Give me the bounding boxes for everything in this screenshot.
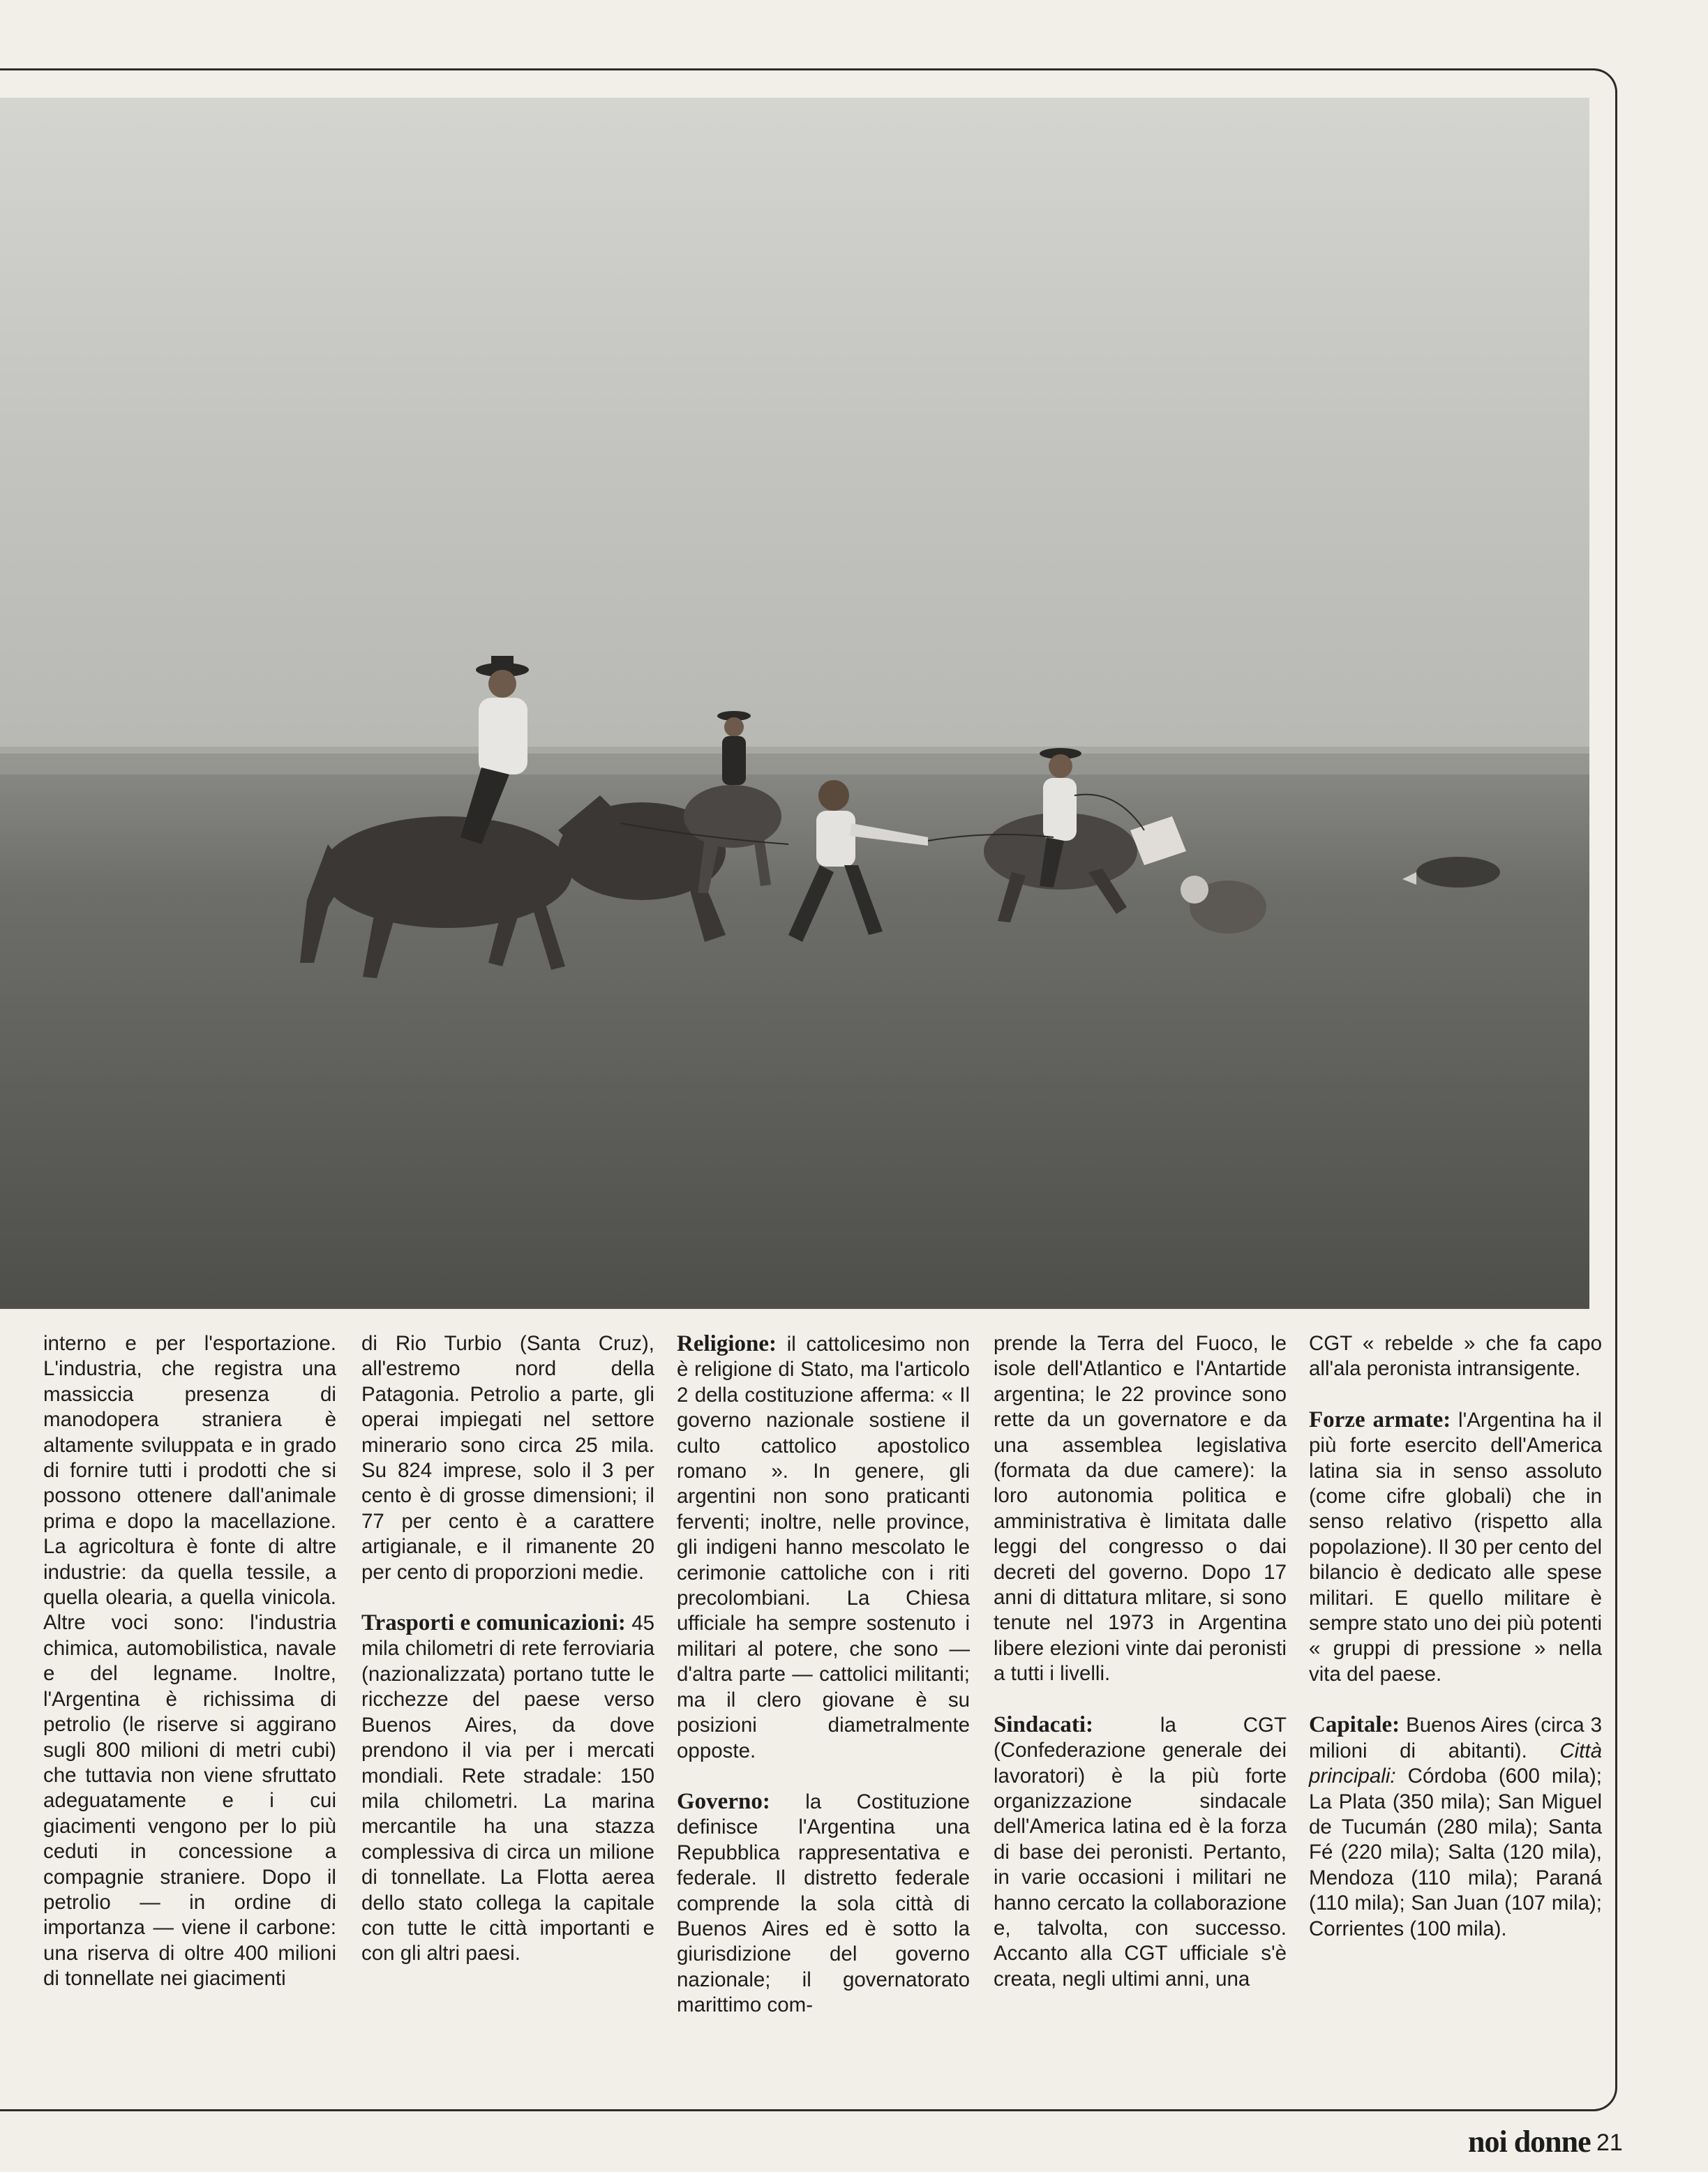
paragraph: interno e per l'esportazione. L'industria, che registra una massiccia presenza di manodopera straniera è altamente sviluppata e in grado di fornire tutti i prodotti che si possono ottenere dall'animale prima e dopo la macellazione. La agricoltura è fonte di altre industrie: da quella tessile, a quella olearia, a quella vinicola. Altre voci sono: l'industria chimica, automobilistica, navale e del legname. Inoltre, l'Argentina è richissima di petrolio (le riserve si aggirano sugli 800 milioni di metri cubi) che tuttavia non viene sfruttato adeguatamente e i cui giacimenti vengono per lo più ceduti in concessione a compagnie straniere. Dopo il petrolio — in ordine di importanza — viene il carbone: una riserva di oltre 400 milioni di tonnellate nei giacimenti <box>43 1332 336 1991</box>
paragraph: 45 mila chilometri di rete ferroviaria (nazionalizzata) portano tutte le ricchezze del paese verso Buenos Aires, da dove prendono il via per i mercati mondiali. Rete stradale: 150 mila chilometri. La marina mercantile ha una stazza complessiva di circa un milione di tonnellate. La Flotta aerea dello stato collega la capitale con tutte le città importanti e con gli altri paesi. <box>361 1612 655 1965</box>
paragraph: la CGT (Confederazione generale dei lavoratori) è la più forte organizzazione sindacale dell'America latina ed è la forza di base dei peronisti. Pertanto, in varie occasioni i militari ne hanno cercato la collaborazione e, talvolta, con successo. Accanto alla CGT ufficiale s'è creata, negli ultimi anni, una <box>994 1713 1287 1991</box>
text-column-4 <box>994 1331 1287 1992</box>
paragraph: prende la Terra del Fuoco, le isole dell'Atlantico e l'Antartide argentina; le 22 province sono rette da un governatore e da una assemblea legislativa (formata da due camere): la loro autonomia politica e amministrativa è limitata dalle leggi del congresso o dai decreti del governo. Dopo 17 anni di dittatura mlitare, si sono tenute nel 1973 in Argentina libere elezioni vinte dai peronisti a tutti i livelli. <box>994 1332 1287 1686</box>
section-armed-forces <box>1309 1407 1602 1687</box>
text-column-1 <box>43 1331 336 1992</box>
section-heading: Trasporti e comunicazioni: <box>361 1610 626 1636</box>
paragraph: il cattolicesimo non è religione di Stato, ma l'articolo 2 della costituzione afferma: « Il governo nazionale sostiene il culto cattolico apostolico romano ». In genere, gli argentini non sono praticanti ferventi; inoltre, nelle province, gli indigeni hanno mescolato le cerimonie cattoliche con i riti precolombiani. La Chiesa ufficiale ha sempre sostenuto i militari al potere, che sono — d'altra parte — cattolici militanti; ma il clero giovane è su posizioni diametralmente opposte. <box>677 1333 970 1762</box>
section-unions <box>994 1712 1287 1992</box>
paragraph: di Rio Turbio (Santa Cruz), all'estremo nord della Patagonia. Petrolio a parte, gli operai impiegati nel settore minerario sono circa 25 mila. Su 824 imprese, solo il 3 per cento è di grosse dimensioni; il 77 per cento è a carattere artigianale, e il rimanente 20 per cento di proporzioni medie. <box>361 1332 654 1584</box>
section-heading: Forze armate: <box>1309 1407 1451 1432</box>
section-transport <box>361 1610 654 1967</box>
section-heading: Religione: <box>677 1331 777 1356</box>
paragraph: l'Argentina ha il più forte esercito dell'America latina sia in senso assoluto (come cifre globali) che in senso relativo (rispetto alla popolazione). Il 30 per cento del bilancio è dedicato alle spese militari. E quello militare è sempre stato uno dei più potenti « gruppi di pressione » nella vita del paese. <box>1309 1408 1602 1686</box>
paragraph: CGT « rebelde » che fa capo all'ala peronista intransigente. <box>1309 1332 1602 1381</box>
section-heading: Capitale: <box>1309 1712 1400 1738</box>
paragraph: la Costituzione definisce l'Argentina una Repubblica rappresentativa e federale. Il distretto federale comprende la sola città di Buenos Aires ed è sotto la giurisdizione del governo nazionale; il governatorato marittimo com- <box>677 1790 971 2017</box>
text-column-5 <box>1309 1331 1602 1942</box>
page-number: 21 <box>1596 2129 1623 2156</box>
section-government <box>677 1789 970 2019</box>
section-heading: Sindacati: <box>994 1712 1094 1737</box>
gauchos-lasso-cattle-photo <box>0 98 1589 1309</box>
text-column-2 <box>361 1331 654 1967</box>
magazine-brand: noi donne <box>1468 2125 1591 2159</box>
section-religion <box>677 1331 970 1764</box>
cities-label: Città principali: <box>1309 1739 1602 1788</box>
paragraph: Córdoba (600 mila); La Plata (350 mila); San Miguel de Tucumán (280 mila); Santa Fé (220 mila); Salta (120 mila), Mendoza (110 mila); Paraná (110 mila); San Juan (107 mila); Corrientes (100 mila). <box>1309 1765 1602 1940</box>
text-column-3 <box>677 1331 970 2019</box>
paragraph: Buenos Aires (circa 3 milioni di abitanti). <box>1309 1714 1602 1762</box>
section-heading: Governo: <box>677 1788 770 1814</box>
section-capital <box>1309 1712 1602 1942</box>
